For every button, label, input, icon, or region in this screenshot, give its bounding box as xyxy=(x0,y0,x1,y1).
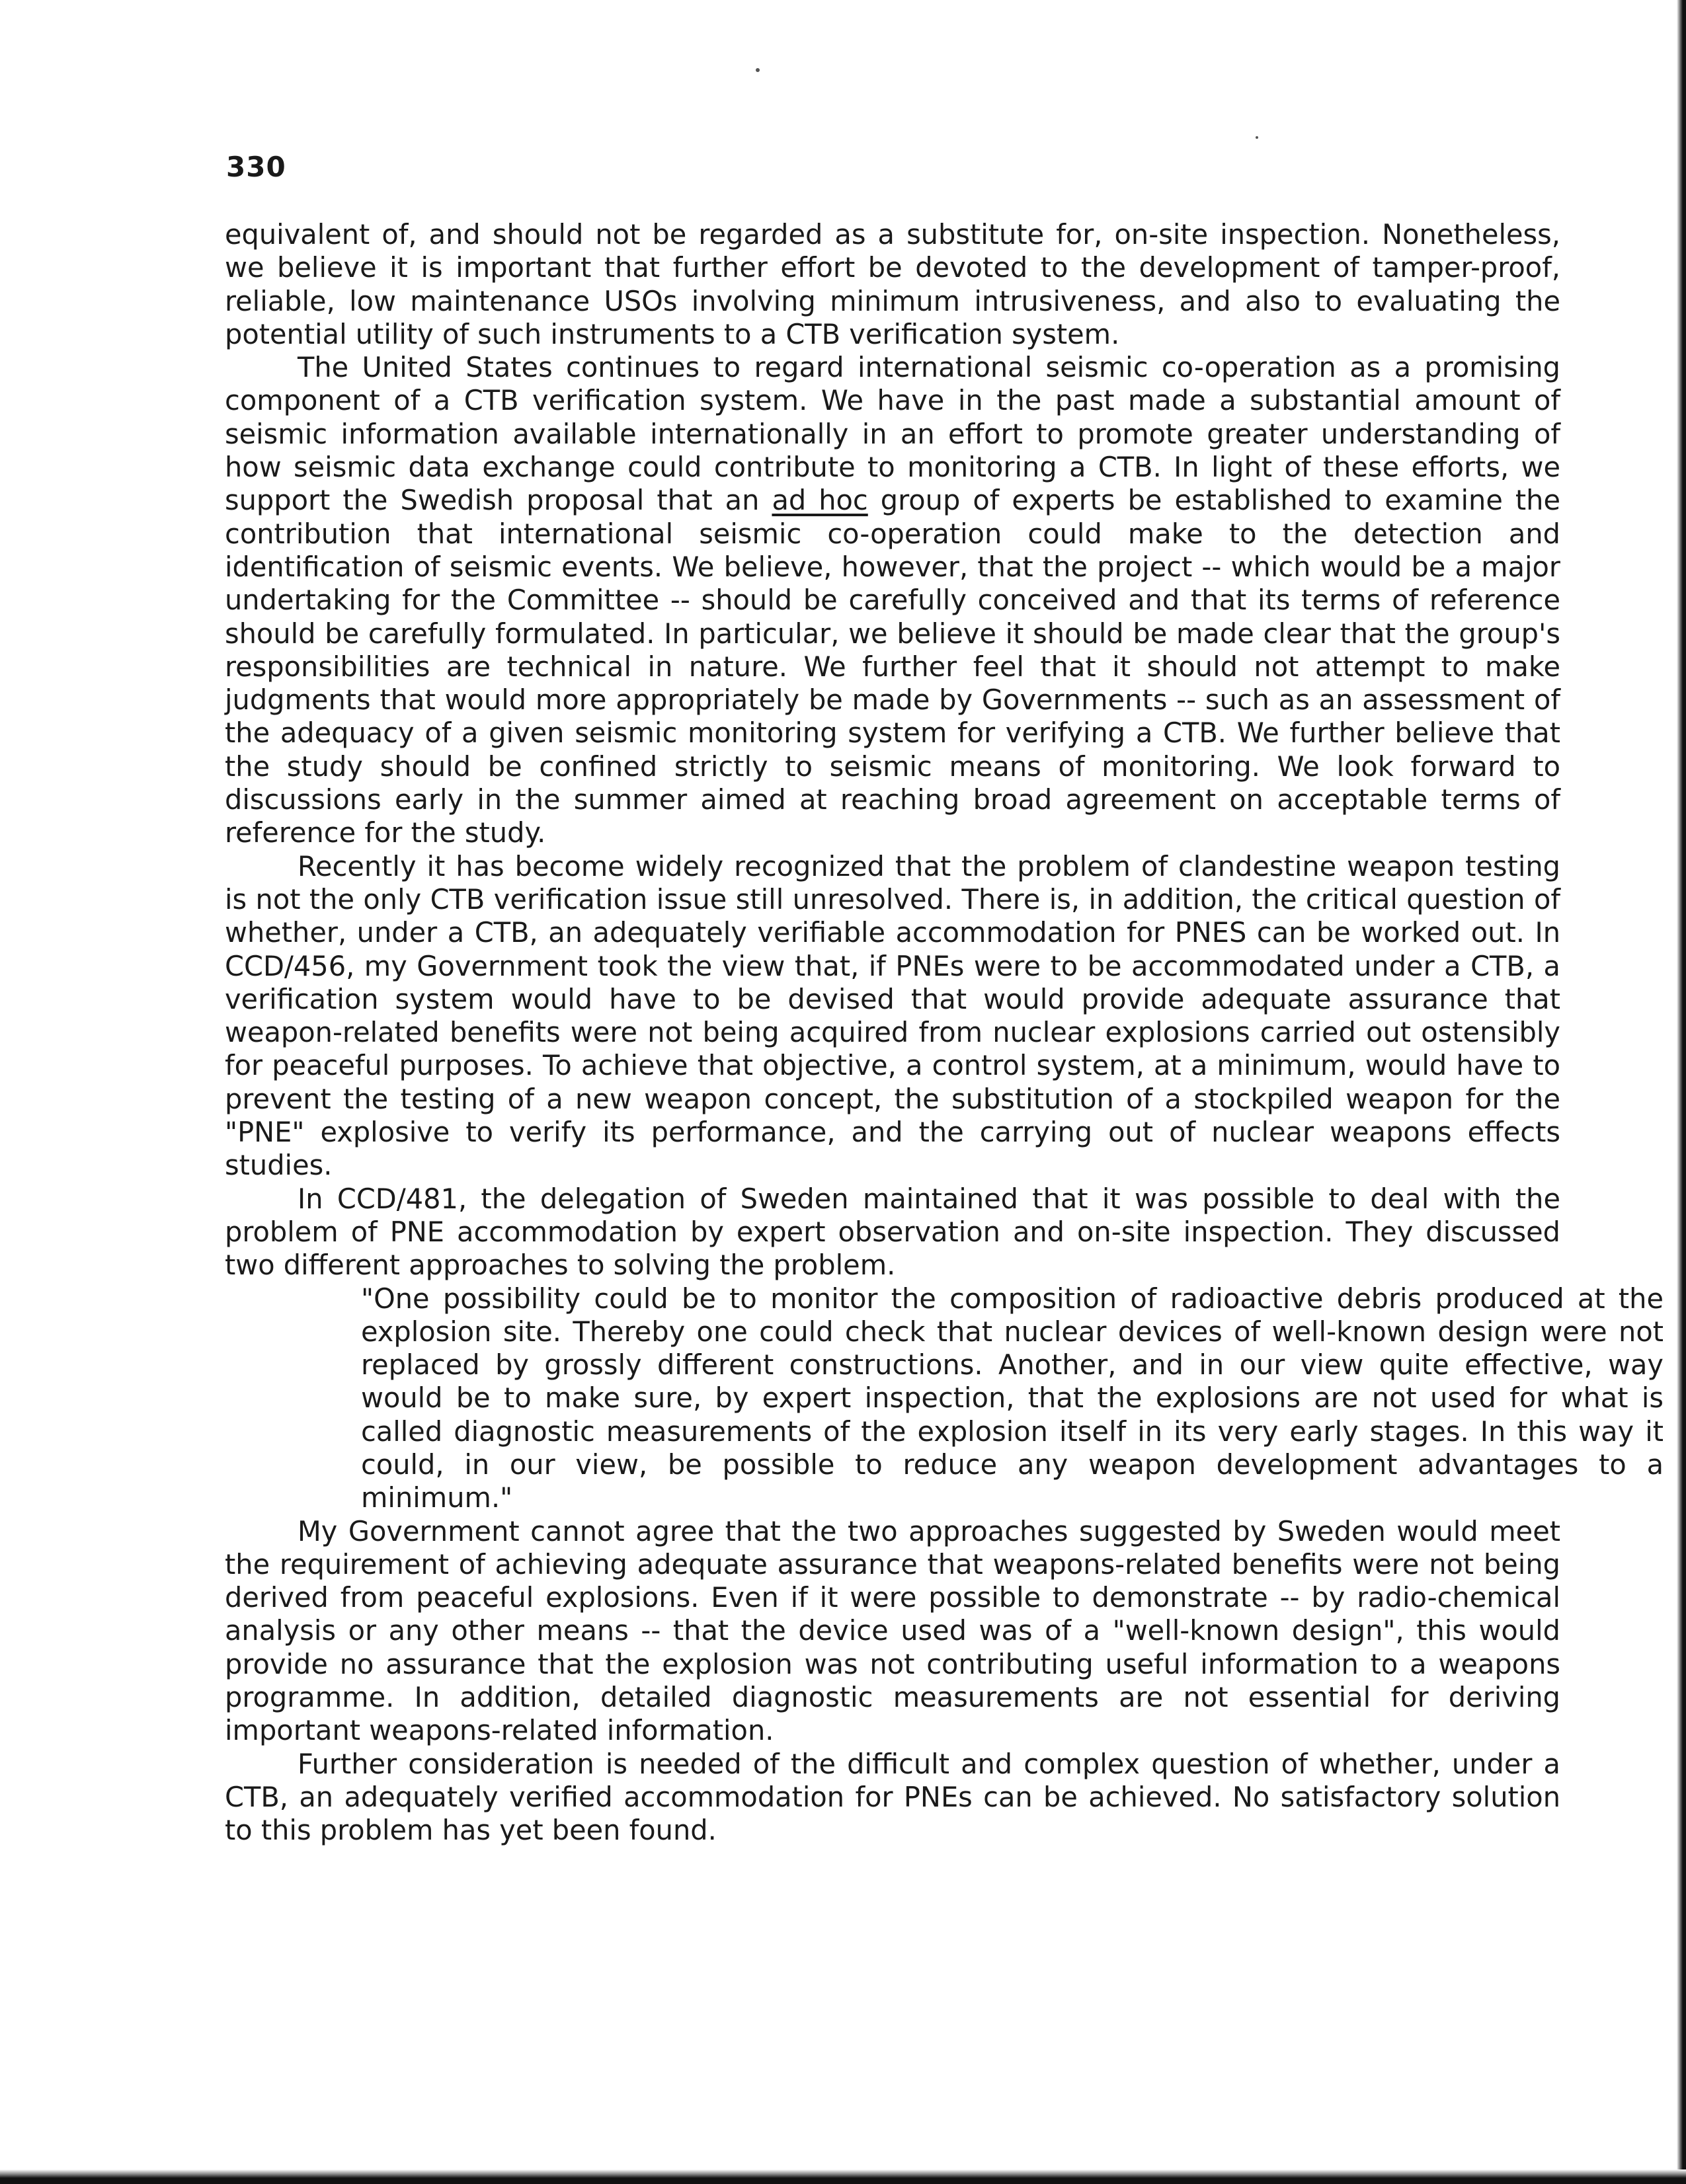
paragraph-1: equivalent of, and should not be regarded as a substitute for, on-site inspection. Nonetheless, we believe it is important that further effort be devoted to the development of tamper-proof, reliable, low maintenance USOs involving minimum intrusiveness, and also to evaluating the potential utility of such instruments to a CTB verification system. xyxy=(225,218,1560,350)
scan-edge-bottom xyxy=(0,2169,1686,2184)
paragraph-5: My Government cannot agree that the two approaches suggested by Sweden would meet the requirement of achieving adequate assurance that weapons-related benefits were not being derived from peaceful explosions. Even if it were possible to demonstrate -- by radio-chemical analysis or any other means -- that the device used was of a "well-known design", this would provide no assurance that the explosion was not contributing useful information to a weapons programme. In addition, detailed diagnostic measurements are not essential for deriving important weapons-related information. xyxy=(225,1514,1560,1747)
ad-hoc-underlined: ad hoc xyxy=(772,484,868,517)
body-text xyxy=(225,218,1664,1848)
paragraph-3: Recently it has become widely recognized that the problem of clandestine weapon testing is not the only CTB verification issue still unresolved. There is, in addition, the critical question of whether, under a CTB, an adequately verifiable accommodation for PNES can be worked out. In CCD/456, my Government took the view that, if PNEs were to be accommodated under a CTB, a verification system would have to be devised that would provide adequate assurance that weapon-related benefits were not being acquired from nuclear explosions carried out ostensibly for peaceful purposes. To achieve that objective, a control system, at a minimum, would have to prevent the testing of a new weapon concept, the substitution of a stockpiled weapon for the "PNE" explosive to verify its performance, and the carrying out of nuclear weapons effects studies. xyxy=(225,849,1560,1182)
paragraph-2-start: The United States continues to regard international seismic co-operation as a promising component of a CTB verification system. We have in the past made a substantial amount of seismic information available internationally in an effort to promote greater understanding of how seismic data exchange could contribute to monitoring a CTB. In light of these efforts, we support the Swedish proposal that an xyxy=(225,351,1560,517)
scan-edge-right xyxy=(1677,0,1686,2184)
sweden-quotation: "One possibility could be to monitor the composition of radioactive debris produced at the explosion site. Thereby one could check that nuclear devices of well-known design were not replaced by grossly different constructions. Another, and in our view quite effective, way would be to make sure, by expert inspection, that the explosions are not used for what is called diagnostic measurements of the explosion itself in its very early stages. In this way it could, in our view, be possible to reduce any weapon development advantages to a minimum." xyxy=(361,1282,1664,1514)
paragraph-6: Further consideration is needed of the difficult and complex question of whether, under a CTB, an adequately verified accommodation for PNEs can be achieved. No satisfactory solution to this problem has yet been found. xyxy=(225,1747,1560,1847)
paragraph-2-end: group of experts be established to examine the contribution that international seismic co-operation could make to the detection and identification of seismic events. We believe, however, that the project -- which would be a major undertaking for the Committee -- should be carefully conceived and that its terms of reference should be carefully formulated. In particular, we believe it should be made clear that the group's responsibilities are technical in nature. We further feel that it should not attempt to make judgments that would more appropriately be made by Governments -- such as an assessment of the adequacy of a given seismic monitoring system for verifying a CTB. We further believe that the study should be confined strictly to seismic means of monitoring. We look forward to discussions early in the summer aimed at reaching broad agreement on acceptable terms of reference for the study. xyxy=(225,484,1560,849)
scan-speck xyxy=(1256,136,1258,139)
paragraph-4: In CCD/481, the delegation of Sweden maintained that it was possible to deal with the problem of PNE accommodation by expert observation and on-site inspection. They discussed two different approaches to solving the problem. xyxy=(225,1182,1560,1282)
scan-speck xyxy=(756,68,760,72)
paragraph-2 xyxy=(225,351,1560,849)
page-number: 330 xyxy=(226,151,286,183)
